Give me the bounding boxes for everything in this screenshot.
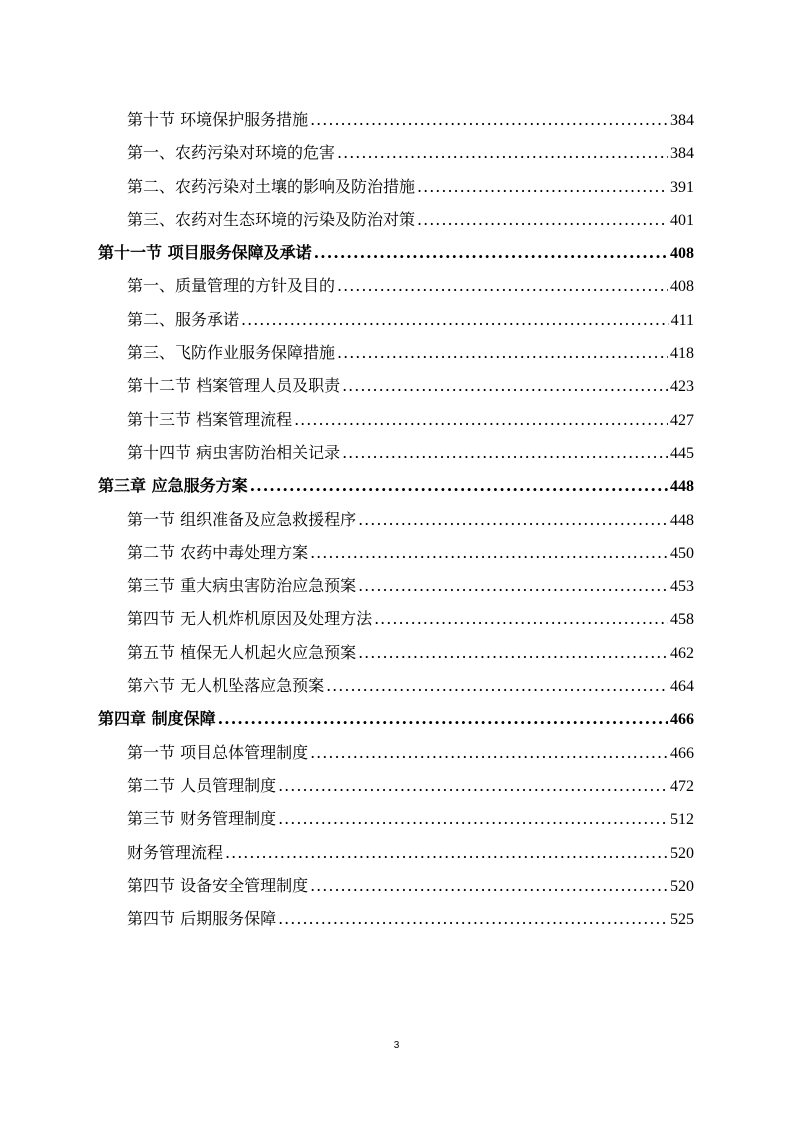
toc-entry-title: 第四节 无人机炸机原因及处理方法 (127, 609, 373, 629)
toc-entry-title: 第十三节 档案管理流程 (127, 409, 293, 429)
toc-entry-page-number: 458 (670, 611, 694, 629)
toc-entry-page-number: 525 (670, 911, 694, 929)
toc-entry-title: 第十一节 项目服务保障及承诺 (98, 243, 312, 263)
toc-entry-page-number: 466 (670, 744, 694, 762)
toc-section-entry[interactable] (98, 802, 694, 835)
toc-dot-leader (374, 602, 668, 635)
toc-dot-leader (250, 469, 668, 502)
toc-entry-title: 第四节 后期服务保障 (127, 909, 277, 929)
toc-entry-page-number: 408 (670, 278, 694, 296)
toc-entry-page-number: 423 (670, 378, 694, 396)
toc-dot-leader (310, 536, 668, 569)
toc-entry-title: 第一节 项目总体管理制度 (127, 742, 309, 762)
toc-section-entry[interactable] (98, 403, 694, 436)
toc-entry-title: 第二节 农药中毒处理方案 (127, 542, 309, 562)
toc-section-entry[interactable] (98, 436, 694, 469)
toc-entry-title: 第一、农药污染对环境的危害 (127, 143, 336, 163)
toc-section-entry[interactable] (98, 669, 694, 702)
toc-dot-leader (337, 336, 668, 369)
toc-section-entry[interactable] (98, 103, 694, 136)
toc-entry-page-number: 472 (670, 777, 694, 795)
toc-entry-page-number: 520 (670, 877, 694, 895)
toc-entry-page-number: 427 (670, 411, 694, 429)
toc-dot-leader (358, 636, 668, 669)
toc-dot-leader (342, 369, 668, 402)
toc-dot-leader (314, 236, 668, 269)
toc-entry-page-number: 464 (670, 678, 694, 696)
toc-section-entry[interactable] (98, 836, 694, 869)
toc-dot-leader (310, 869, 668, 902)
toc-dot-leader (326, 669, 668, 702)
toc-section-entry[interactable] (98, 269, 694, 302)
toc-section-entry[interactable] (98, 902, 694, 935)
toc-entry-page-number: 466 (670, 711, 694, 729)
toc-section-entry[interactable] (98, 203, 694, 236)
toc-entry-title: 第三章 应急服务方案 (98, 476, 248, 496)
toc-section-entry[interactable] (98, 636, 694, 669)
toc-dot-leader (358, 503, 668, 536)
toc-entry-page-number: 384 (670, 112, 694, 129)
toc-entry-page-number: 408 (670, 245, 694, 263)
toc-chapter-entry[interactable] (98, 702, 694, 735)
toc-entry-page-number: 401 (670, 211, 694, 229)
toc-dot-leader (310, 103, 668, 136)
toc-dot-leader (337, 269, 668, 302)
toc-entry-page-number: 411 (670, 311, 694, 329)
toc-entry-title: 第二、服务承诺 (127, 309, 240, 329)
toc-entry-page-number: 450 (670, 544, 694, 562)
toc-dot-leader (225, 836, 668, 869)
toc-section-entry[interactable] (98, 503, 694, 536)
page-number: 3 (393, 1040, 400, 1051)
toc-entry-page-number: 520 (670, 844, 694, 862)
toc-dot-leader (294, 403, 668, 436)
toc-section-entry[interactable] (98, 736, 694, 769)
toc-section-entry[interactable] (98, 769, 694, 802)
toc-entry-title: 第四章 制度保障 (98, 709, 216, 729)
toc-section-entry[interactable] (98, 136, 694, 169)
toc-dot-leader (218, 702, 668, 735)
toc-entry-page-number: 453 (670, 578, 694, 596)
toc-entry-page-number: 448 (670, 478, 694, 496)
toc-entry-title: 第十二节 档案管理人员及职责 (127, 376, 341, 396)
toc-entry-page-number: 512 (670, 811, 694, 829)
toc-section-entry[interactable] (98, 303, 694, 336)
toc-entry-title: 第十节 环境保护服务措施 (127, 110, 309, 129)
toc-entry-title: 第二、农药污染对土壤的影响及防治措施 (127, 176, 416, 196)
toc-entry-title: 第二节 人员管理制度 (127, 775, 277, 795)
toc-dot-leader (241, 303, 669, 336)
toc-entry-page-number: 418 (670, 345, 694, 363)
toc-entry-title: 第五节 植保无人机起火应急预案 (127, 642, 357, 662)
toc-chapter-entry[interactable] (98, 469, 694, 502)
toc-section-entry[interactable] (98, 369, 694, 402)
toc-dot-leader (278, 802, 668, 835)
toc-entry-page-number: 391 (670, 178, 694, 196)
toc-section-entry[interactable] (98, 170, 694, 203)
toc-section-entry[interactable] (98, 869, 694, 902)
toc-entry-page-number: 448 (670, 511, 694, 529)
toc-dot-leader (358, 569, 668, 602)
toc-section-entry[interactable] (98, 602, 694, 635)
toc-dot-leader (417, 203, 668, 236)
toc-entry-title: 第一节 组织准备及应急救援程序 (127, 509, 357, 529)
toc-dot-leader (310, 736, 668, 769)
toc-chapter-entry[interactable] (98, 236, 694, 269)
toc-section-entry[interactable] (98, 336, 694, 369)
toc-entry-title: 第一、质量管理的方针及目的 (127, 276, 336, 296)
toc-dot-leader (342, 436, 668, 469)
toc-entry-page-number: 462 (670, 644, 694, 662)
toc-entry-page-number: 384 (670, 145, 694, 163)
toc-section-entry[interactable] (98, 569, 694, 602)
toc-entry-title: 第三、飞防作业服务保障措施 (127, 343, 336, 363)
table-of-contents (98, 103, 694, 935)
toc-dot-leader (337, 136, 668, 169)
toc-section-entry[interactable] (98, 536, 694, 569)
toc-dot-leader (278, 769, 668, 802)
toc-entry-title: 第三、农药对生态环境的污染及防治对策 (127, 209, 416, 229)
toc-entry-title: 第四节 设备安全管理制度 (127, 875, 309, 895)
toc-entry-title: 财务管理流程 (127, 842, 224, 862)
toc-entry-title: 第十四节 病虫害防治相关记录 (127, 442, 341, 462)
toc-dot-leader (278, 902, 668, 935)
toc-entry-title: 第三节 财务管理制度 (127, 809, 277, 829)
toc-dot-leader (417, 170, 668, 203)
toc-entry-title: 第六节 无人机坠落应急预案 (127, 676, 325, 696)
toc-entry-title: 第三节 重大病虫害防治应急预案 (127, 576, 357, 596)
toc-entry-page-number: 445 (670, 444, 694, 462)
